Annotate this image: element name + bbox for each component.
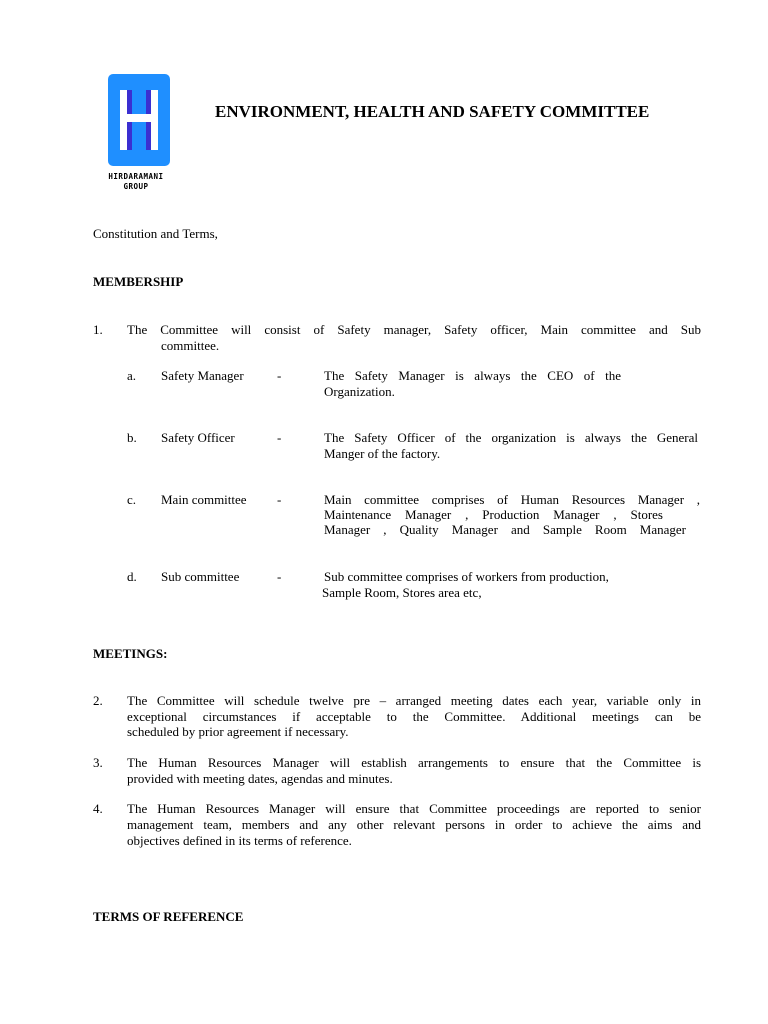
role-a-letter: a. <box>127 368 137 383</box>
role-b-letter: b. <box>127 430 137 445</box>
meetings-heading: MEETINGS: <box>93 646 168 661</box>
role-b-dash: - <box>277 430 282 445</box>
role-a-desc-line-2: Organization. <box>324 384 395 399</box>
role-a-dash: - <box>277 368 282 383</box>
role-c-dash: - <box>277 492 282 507</box>
item-3-line-2: provided with meeting dates, agendas and minutes. <box>127 771 393 786</box>
item-2-number: 2. <box>93 693 103 708</box>
role-c-title: Main committee <box>161 492 247 507</box>
item-3-line-1: The Human Resources Manager will establish arrangements to ensure that the Committee is <box>127 755 701 770</box>
document-title: ENVIRONMENT, HEALTH AND SAFETY COMMITTEE <box>215 102 650 121</box>
logo-text-line2: GROUP <box>123 182 149 191</box>
role-d-desc-line-1: Sub committee comprises of workers from production, <box>324 569 609 584</box>
intro-text: Constitution and Terms, <box>93 226 218 241</box>
item-1-line-2: committee. <box>161 338 220 353</box>
role-a-title: Safety Manager <box>161 368 244 383</box>
item-2-line-1: The Committee will schedule twelve pre – arranged meeting dates each year, variable only in <box>127 693 701 708</box>
item-2-line-3: scheduled by prior agreement if necessary. <box>127 724 349 739</box>
logo-h-icon <box>108 74 170 166</box>
role-c-desc-line-1: Main committee comprises of Human Resources Manager , <box>324 492 700 507</box>
item-1-number: 1. <box>93 322 103 337</box>
item-4-line-3: objectives defined in its terms of reference. <box>127 833 352 848</box>
company-logo <box>100 74 180 194</box>
item-2-line-2: exceptional circumstances if acceptable to the Committee. Additional meetings can be <box>127 709 701 724</box>
role-d-letter: d. <box>127 569 137 584</box>
role-c-desc-line-3: Manager , Quality Manager and Sample Room Manager <box>324 522 686 537</box>
role-a-desc-line-1: The Safety Manager is always the CEO of the <box>324 368 621 383</box>
logo-text-line1: HIRDARAMANI <box>108 172 164 181</box>
membership-heading: MEMBERSHIP <box>93 274 184 289</box>
role-d-desc-line-2: Sample Room, Stores area etc, <box>322 585 482 600</box>
role-d-title: Sub committee <box>161 569 240 584</box>
role-c-letter: c. <box>127 492 137 507</box>
role-b-desc-line-2: Manger of the factory. <box>324 446 441 461</box>
item-3-number: 3. <box>93 755 103 770</box>
item-4-line-2: management team, members and any other relevant persons in order to achieve the aims and <box>127 817 701 832</box>
role-c-desc-line-2: Maintenance Manager , Production Manager , Stores <box>324 507 663 522</box>
terms-heading: TERMS OF REFERENCE <box>93 909 244 924</box>
item-4-line-1: The Human Resources Manager will ensure that Committee proceedings are reported to senior <box>127 801 701 816</box>
item-1-line-1: The Committee will consist of Safety manager, Safety officer, Main committee and Sub <box>127 322 701 337</box>
role-b-title: Safety Officer <box>161 430 235 445</box>
role-d-dash: - <box>277 569 282 584</box>
item-4-number: 4. <box>93 801 103 816</box>
role-b-desc-line-1: The Safety Officer of the organization is always the General <box>324 430 698 445</box>
